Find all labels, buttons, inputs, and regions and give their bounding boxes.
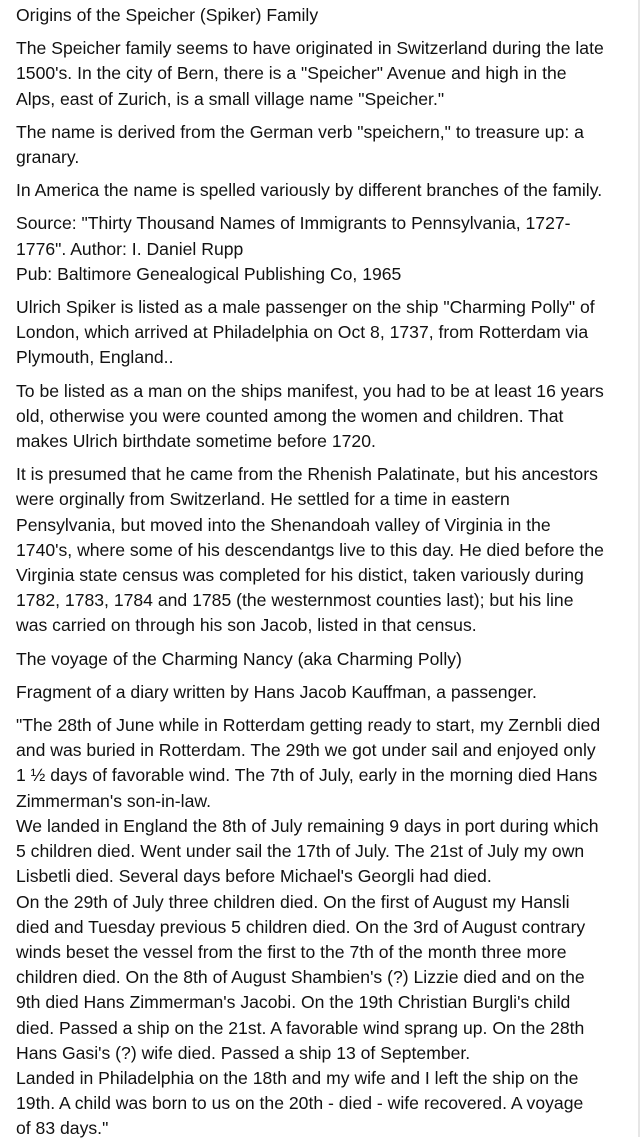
text-line: The voyage of the Charming Nancy (aka Charming Polly) bbox=[16, 648, 462, 669]
paragraph bbox=[16, 379, 632, 455]
text-line: The name is derived from the German verb "speichern," to treasure up: a bbox=[16, 121, 584, 142]
text-line: On the 29th of July three children died. On the first of August my Hansli bbox=[16, 891, 570, 912]
text-line: died and Tuesday previous 5 children died. On the 3rd of August contrary bbox=[16, 916, 586, 937]
document-title: Origins of the Speicher (Spiker) Family bbox=[16, 5, 319, 25]
text-line: winds beset the vessel from the first to the 7th of the month three more bbox=[16, 941, 567, 962]
paragraph bbox=[16, 462, 632, 638]
paragraph bbox=[16, 211, 632, 287]
text-line: Lisbetli died. Several days before Michael's Georgli had died. bbox=[16, 866, 492, 887]
text-line: 1782, 1783, 1784 and 1785 (the westernmost counties last); but his line bbox=[16, 590, 574, 611]
text-line: granary. bbox=[16, 147, 80, 168]
text-line: Hans Gasi's (?) wife died. Passed a ship 13 of September. bbox=[16, 1042, 471, 1063]
text-line: of 83 days." bbox=[16, 1118, 109, 1139]
text-line: Zimmerman's son-in-law. bbox=[16, 790, 211, 811]
text-line: was carried on through his son Jacob, listed in that census. bbox=[16, 615, 477, 636]
text-line: Ulrich Spiker is listed as a male passenger on the ship "Charming Polly" of bbox=[16, 297, 595, 318]
text-line: old, otherwise you were counted among the women and children. That bbox=[16, 405, 564, 426]
text-line: In America the name is spelled variously by different branches of the family. bbox=[16, 180, 603, 201]
text-line: "The 28th of June while in Rotterdam getting ready to start, my Zernbli died bbox=[16, 715, 601, 736]
paragraph bbox=[16, 647, 632, 672]
text-line: died. Passed a ship on the 21st. A favorable wind sprang up. On the 28th bbox=[16, 1017, 585, 1038]
text-line: children died. On the 8th of August Shambien's (?) Lizzie died and on the bbox=[16, 967, 585, 988]
text-line: 19th. A child was born to us on the 20th - died - wife recovered. A voyage bbox=[16, 1093, 584, 1114]
text-line: Plymouth, England.. bbox=[16, 347, 174, 368]
document-body bbox=[16, 36, 632, 1141]
text-line: 1776". Author: I. Daniel Rupp bbox=[16, 238, 244, 259]
text-line: Virginia state census was completed for his distict, taken variously during bbox=[16, 565, 584, 586]
text-line: 1500's. In the city of Bern, there is a "Speicher" Avenue and high in the bbox=[16, 63, 567, 84]
text-line: Source: "Thirty Thousand Names of Immigrants to Pennsylvania, 1727- bbox=[16, 213, 571, 234]
text-line: Alps, east of Zurich, is a small village name "Speicher." bbox=[16, 88, 445, 109]
text-line: Pub: Baltimore Genealogical Publishing Co, 1965 bbox=[16, 263, 402, 284]
text-line: makes Ulrich birthdate sometime before 1720. bbox=[16, 431, 376, 452]
text-line: were orginally from Switzerland. He settled for a time in eastern bbox=[16, 489, 510, 510]
text-line: 1 ½ days of favorable wind. The 7th of July, early in the morning died Hans bbox=[16, 765, 598, 786]
text-line: London, which arrived at Philadelphia on Oct 8, 1737, from Rotterdam via bbox=[16, 322, 589, 343]
text-line: To be listed as a man on the ships manifest, you had to be at least 16 years bbox=[16, 380, 604, 401]
text-line: Pensylvania, but moved into the Shenandoah valley of Virginia in the bbox=[16, 514, 551, 535]
paragraph bbox=[16, 178, 632, 203]
paragraph bbox=[16, 120, 632, 170]
text-line: Landed in Philadelphia on the 18th and my wife and I left the ship on the bbox=[16, 1067, 579, 1088]
text-line: 9th died Hans Zimmerman's Jacobi. On the 19th Christian Burgli's child bbox=[16, 992, 571, 1013]
paragraph bbox=[16, 36, 632, 112]
paragraph bbox=[16, 713, 632, 1141]
text-line: 1740's, where some of his descendantgs live to this day. He died before the bbox=[16, 539, 604, 560]
text-line: Fragment of a diary written by Hans Jacob Kauffman, a passenger. bbox=[16, 681, 537, 702]
text-line: 5 children died. Went under sail the 17th of July. The 21st of July my own bbox=[16, 841, 585, 862]
paragraph bbox=[16, 295, 632, 371]
paragraph bbox=[16, 680, 632, 705]
text-line: The Speicher family seems to have originated in Switzerland during the late bbox=[16, 38, 604, 59]
text-line: and was buried in Rotterdam. The 29th we got under sail and enjoyed only bbox=[16, 740, 596, 761]
text-line: We landed in England the 8th of July remaining 9 days in port during which bbox=[16, 815, 599, 836]
text-line: It is presumed that he came from the Rhenish Palatinate, but his ancestors bbox=[16, 464, 598, 485]
